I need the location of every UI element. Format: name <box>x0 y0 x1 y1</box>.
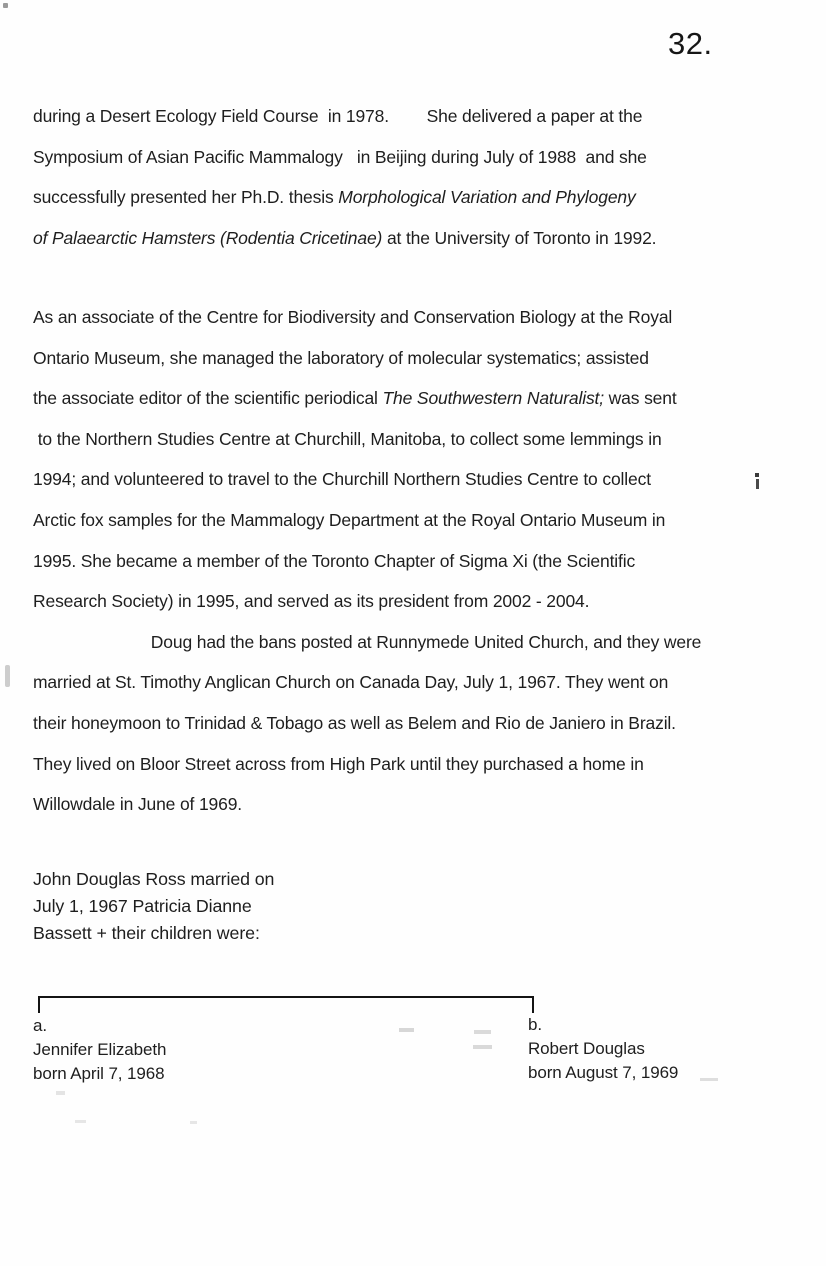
descendant-entry-a <box>33 1014 166 1086</box>
text-line: of Palaearctic Hamsters (Rodentia Cricetinae) at the University of Toronto in 1992. <box>33 227 657 248</box>
scan-artifact <box>474 1030 491 1034</box>
scan-artifact <box>56 1091 65 1095</box>
scan-artifact <box>75 1120 86 1123</box>
text-line: during a Desert Ecology Field Course in 1978. She delivered a paper at the <box>33 106 643 126</box>
text-line: Bassett + their children were: <box>33 923 260 943</box>
paragraph-education <box>33 96 813 258</box>
text-line: 1995. She became a member of the Toronto Chapter of Sigma Xi (the Scientific <box>33 550 636 571</box>
text-line: Doug had the bans posted at Runnymede United Church, and they were <box>33 631 702 652</box>
text-line: the associate editor of the scientific periodical The Southwestern Naturalist; was sent <box>33 388 677 409</box>
text-line: Research Society) in 1995, and served as its president from 2002 - 2004. <box>33 591 590 612</box>
text-line: 1994; and volunteered to travel to the Churchill Northern Studies Centre to collect <box>33 469 651 490</box>
text-line: married at St. Timothy Anglican Church on Canada Day, July 1, 1967. They went on <box>33 672 669 693</box>
descendant-name: Jennifer Elizabeth <box>33 1040 167 1059</box>
scan-artifact <box>700 1078 718 1081</box>
family-intro-block <box>33 866 274 947</box>
scan-artifact <box>473 1045 492 1049</box>
text-line: to the Northern Studies Centre at Churchill, Manitoba, to collect some lemmings in <box>33 428 662 449</box>
descendant-entry-b <box>528 1013 678 1085</box>
text-line: As an associate of the Centre for Biodiversity and Conservation Biology at the Royal <box>33 307 673 327</box>
scan-artifact <box>5 665 10 687</box>
text-line: successfully presented her Ph.D. thesis Morphological Variation and Phylogeny <box>33 187 636 207</box>
text-line: John Douglas Ross married on <box>33 869 275 889</box>
scan-artifact <box>190 1121 197 1124</box>
scan-artifact <box>3 3 8 8</box>
descendant-label: b. <box>528 1015 542 1034</box>
text-line: Willowdale in June of 1969. <box>33 794 242 815</box>
page-number: 32. <box>668 26 713 61</box>
descendant-name: Robert Douglas <box>528 1039 645 1058</box>
scan-artifact <box>756 479 759 489</box>
scan-artifact <box>399 1028 414 1032</box>
scan-artifact <box>755 473 759 477</box>
text-line: Arctic fox samples for the Mammalogy Department at the Royal Ontario Museum in <box>33 509 666 530</box>
family-tree-bracket <box>38 996 534 1013</box>
paragraph-career-marriage <box>33 297 813 825</box>
descendant-birthdate: born August 7, 1969 <box>528 1063 679 1082</box>
text-line: Ontario Museum, she managed the laboratory of molecular systematics; assisted <box>33 347 649 368</box>
descendant-label: a. <box>33 1016 47 1035</box>
text-line: They lived on Bloor Street across from High Park until they purchased a home in <box>33 753 644 774</box>
text-line: July 1, 1967 Patricia Dianne <box>33 896 252 916</box>
text-line: their honeymoon to Trinidad & Tobago as well as Belem and Rio de Janiero in Brazil. <box>33 712 676 733</box>
descendant-birthdate: born April 7, 1968 <box>33 1064 165 1083</box>
text-line: Symposium of Asian Pacific Mammalogy in Beijing during July of 1988 and she <box>33 146 647 167</box>
